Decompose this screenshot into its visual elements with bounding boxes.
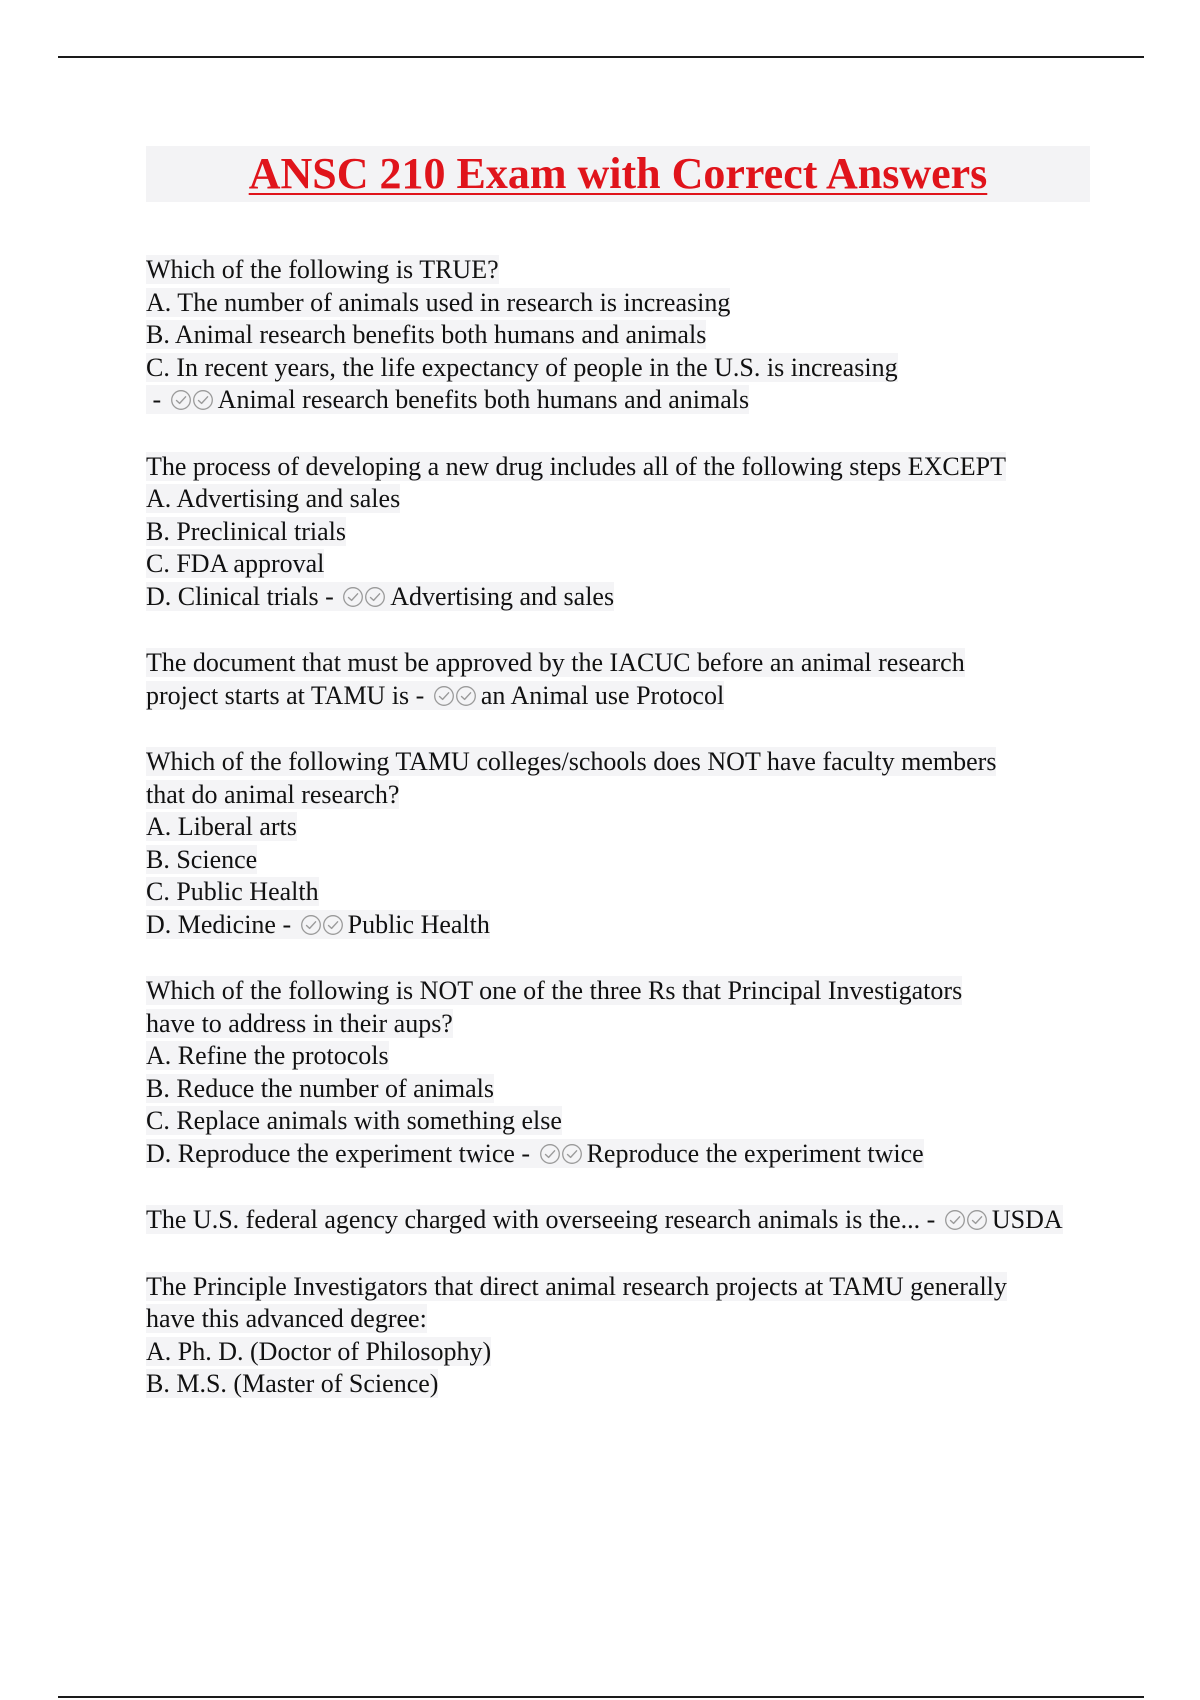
question-text: Which of the following is NOT one of the three Rs that Principal Investigators bbox=[146, 976, 963, 1005]
correct-answer: Reproduce the experiment twice bbox=[586, 1138, 924, 1168]
answer-prefix: - bbox=[146, 385, 168, 414]
check-circle-icon bbox=[539, 1143, 561, 1165]
answer-line bbox=[146, 581, 1090, 614]
answer-marker bbox=[944, 1204, 988, 1237]
answer-option: A. Ph. D. (Doctor of Philosophy) bbox=[146, 1336, 492, 1366]
answer-prefix: The U.S. federal agency charged with overseeing research animals is the... - bbox=[146, 1205, 942, 1234]
answer-option: B. Reduce the number of animals bbox=[146, 1073, 495, 1103]
question-list bbox=[146, 254, 1090, 1401]
correct-answer: Animal research benefits both humans and animals bbox=[217, 385, 750, 414]
check-circle-icon bbox=[364, 586, 386, 608]
answer-option: B. Animal research benefits both humans and animals bbox=[146, 320, 707, 349]
check-circle-icon bbox=[966, 1209, 988, 1231]
answer-option: C. FDA approval bbox=[146, 549, 325, 578]
title-band bbox=[146, 146, 1090, 202]
answer-option: B. Science bbox=[146, 844, 258, 874]
check-circle-icon bbox=[300, 914, 322, 936]
question-block bbox=[146, 1204, 1090, 1237]
correct-answer: an Animal use Protocol bbox=[480, 680, 725, 710]
answer-marker bbox=[170, 384, 214, 417]
question-text: The Principle Investigators that direct animal research projects at TAMU generally bbox=[146, 1271, 1007, 1301]
answer-option: C. Public Health bbox=[146, 877, 319, 906]
check-circle-icon bbox=[455, 685, 477, 707]
answer-option: A. Liberal arts bbox=[146, 812, 297, 841]
check-circle-icon bbox=[944, 1209, 966, 1231]
bottom-rule bbox=[58, 1696, 1144, 1698]
answer-marker bbox=[433, 680, 477, 713]
answer-line bbox=[146, 680, 1090, 713]
top-rule bbox=[58, 56, 1144, 58]
answer-marker bbox=[300, 909, 344, 942]
answer-option: have this advanced degree: bbox=[146, 1304, 427, 1333]
check-circle-icon bbox=[192, 389, 214, 411]
question-text: The document that must be approved by the IACUC before an animal research bbox=[146, 648, 965, 677]
answer-option: that do animal research? bbox=[146, 779, 400, 809]
document-body bbox=[146, 146, 1090, 1435]
answer-option: C. Replace animals with something else bbox=[146, 1106, 562, 1135]
check-circle-icon bbox=[170, 389, 192, 411]
answer-line bbox=[146, 1138, 1090, 1171]
question-block bbox=[146, 1271, 1090, 1401]
answer-prefix: D. Reproduce the experiment twice - bbox=[146, 1138, 537, 1168]
document-title: ANSC 210 Exam with Correct Answers bbox=[248, 149, 988, 198]
answer-option: B. Preclinical trials bbox=[146, 516, 347, 546]
answer-option: B. M.S. (Master of Science) bbox=[146, 1369, 439, 1398]
answer-line bbox=[146, 1204, 1090, 1237]
correct-answer: Advertising and sales bbox=[390, 581, 615, 611]
answer-prefix: D. Medicine - bbox=[146, 909, 298, 939]
check-circle-icon bbox=[433, 685, 455, 707]
answer-marker bbox=[539, 1138, 583, 1171]
answer-option: A. The number of animals used in research is increasing bbox=[146, 287, 731, 317]
question-text: The process of developing a new drug includes all of the following steps EXCEPT bbox=[146, 451, 1006, 481]
check-circle-icon bbox=[561, 1143, 583, 1165]
answer-line bbox=[146, 384, 1090, 417]
answer-marker bbox=[342, 581, 386, 614]
answer-prefix: project starts at TAMU is - bbox=[146, 680, 431, 710]
check-circle-icon bbox=[342, 586, 364, 608]
answer-option: have to address in their aups? bbox=[146, 1008, 453, 1038]
check-circle-icon bbox=[322, 914, 344, 936]
question-block bbox=[146, 451, 1090, 614]
question-text: Which of the following is TRUE? bbox=[146, 255, 499, 284]
question-block bbox=[146, 975, 1090, 1170]
answer-option: A. Advertising and sales bbox=[146, 484, 401, 513]
question-block bbox=[146, 746, 1090, 941]
answer-option: C. In recent years, the life expectancy of people in the U.S. is increasing bbox=[146, 352, 898, 382]
answer-line bbox=[146, 909, 1090, 942]
question-text: Which of the following TAMU colleges/schools does NOT have faculty members bbox=[146, 747, 997, 776]
correct-answer: Public Health bbox=[347, 909, 490, 939]
correct-answer: USDA bbox=[991, 1205, 1063, 1234]
question-block bbox=[146, 254, 1090, 417]
question-block bbox=[146, 647, 1090, 712]
answer-prefix: D. Clinical trials - bbox=[146, 581, 341, 611]
answer-option: A. Refine the protocols bbox=[146, 1041, 389, 1070]
